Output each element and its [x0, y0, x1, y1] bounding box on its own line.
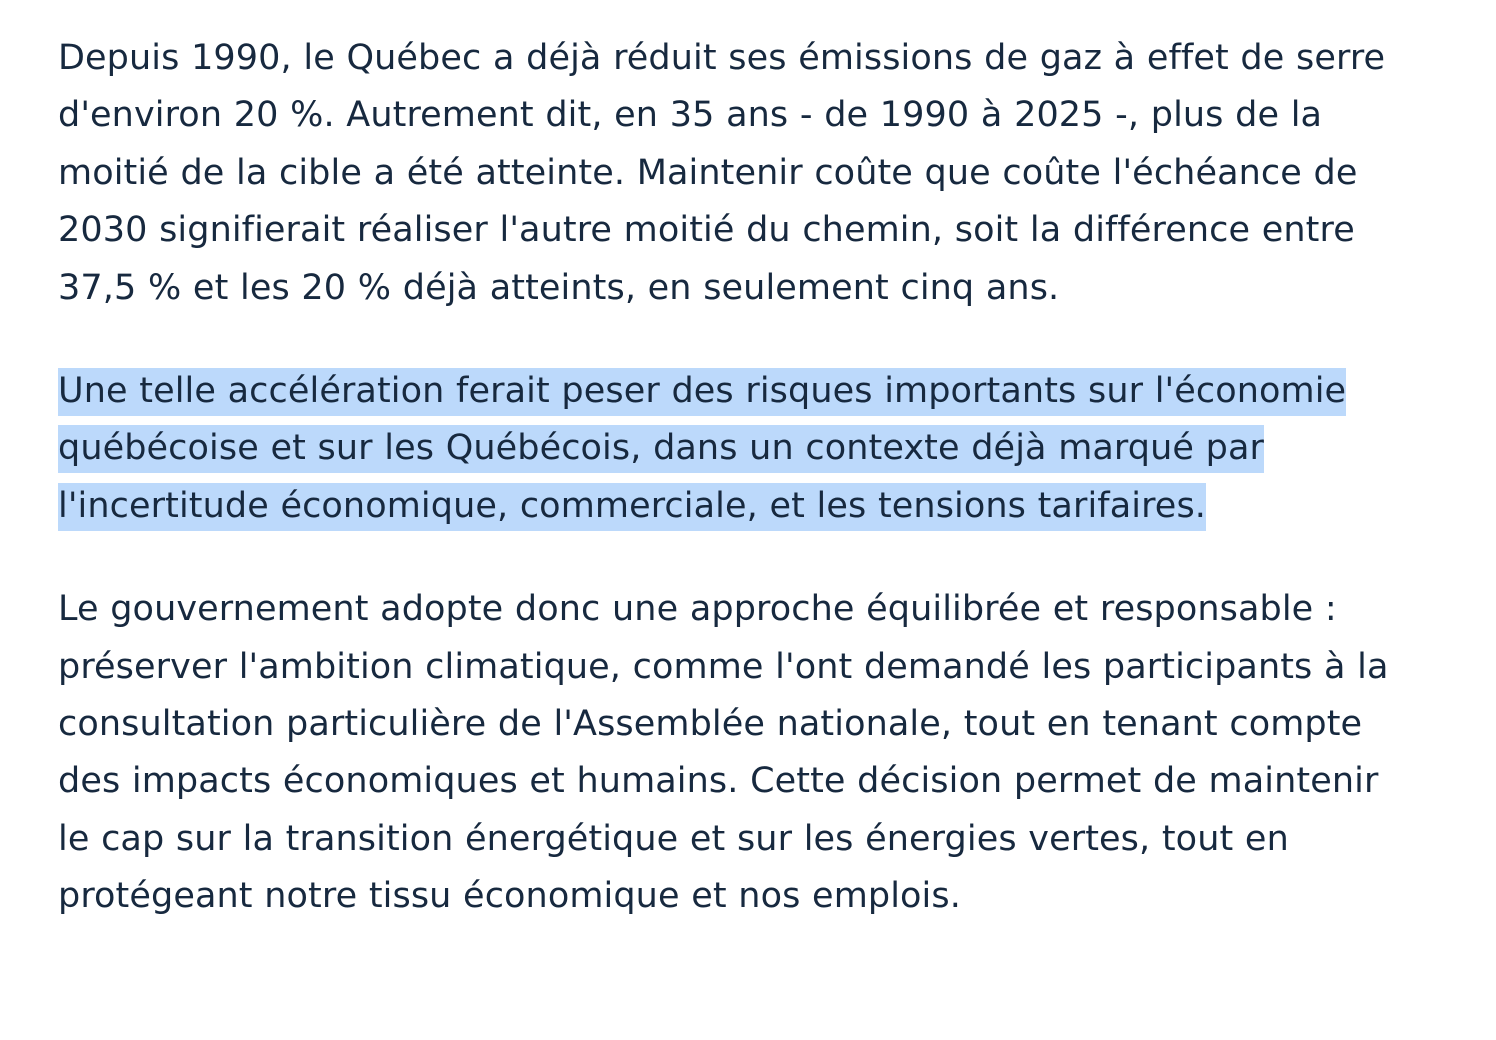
- paragraph-text: Depuis 1990, le Québec a déjà réduit ses émissions de gaz à effet de serre d'environ 20 %. Autrement dit, en 35 ans - de 1990 à 2025 -, plus de la moitié de la cible a été atteinte. Maintenir coûte que coûte l'échéance de 2030 signifierait réaliser l'autre moitié du chemin, soit la différence entre 37,5 % et les 20 % déjà atteints, en seulement cinq ans.: [58, 38, 1386, 308]
- paragraph-text: Le gouvernement adopte donc une approche équilibrée et responsable : préserver l'ambition climatique, comme l'ont demandé les participants à la consultation particulière de l'Assemblée nationale, tout en tenant compte des impacts économiques et humains. Cette décision permet de maintenir le cap sur la transition énergétique et sur les énergies vertes, tout en protégeant notre tissu économique et nos emplois.: [58, 589, 1389, 917]
- paragraph-risques: [58, 363, 1410, 535]
- paragraph-approche: [58, 581, 1410, 925]
- highlighted-selection[interactable]: Une telle accélération ferait peser des risques importants sur l'économie québécoise et sur les Québécois, dans un contexte déjà marqué par l'incertitude économique, commerciale, et les tensions tarifaires.: [58, 368, 1346, 531]
- paragraph-emissions: [58, 30, 1410, 317]
